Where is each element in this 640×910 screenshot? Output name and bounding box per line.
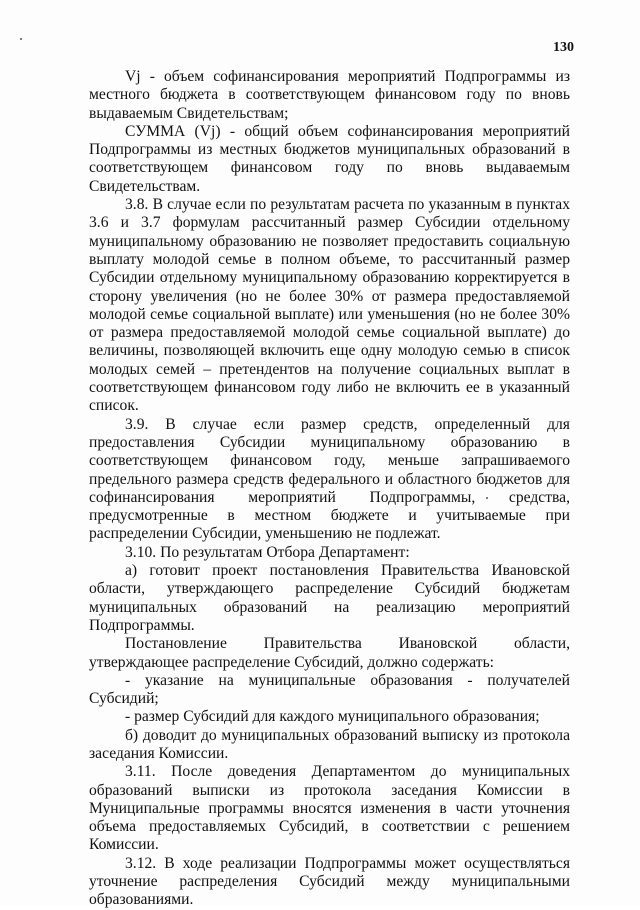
paragraph-vj-definition: Vj - объем софинансирования мероприятий Подпрограммы из местного бюджета в соответствующем финансовом году по вновь выдаваемым Свидетельствам; [89,68,570,122]
paragraph-resolution-content: Постановление Правительства Ивановской области, утверждающее распределение Субсидий, должно содержать: [89,635,570,671]
paragraph-summa-definition: СУММА (Vj) - общий объем софинансирования мероприятий Подпрограммы из местных бюджетов муниципальных образований в соответствующем финансовом году по вновь выдаваемым Свидетельствам. [89,122,570,195]
paragraph-3-12: 3.12. В ходе реализации Подпрограммы может осуществляться уточнение распределения Субсидий между муниципальными образованиями. [89,854,570,909]
paragraph-3-9: 3.9. В случае если размер средств, определенный для предоставления Субсидии муниципальному образованию в соответствующем финансовом году, меньше запрашиваемого предельного размера средств федерального и областного бюджетов для софинансирования мероприятий Подпрограммы, средства, предусмотренные в местном бюджете и учитываемые при распределении Субсидии, уменьшению не подлежат. [89,415,570,543]
scan-speck [20,38,22,40]
paragraph-3-11: 3.11. После доведения Департаментом до муниципальных образований выписки из протокола заседания Комиссии в Муниципальные программы вносятся изменения в части уточнения объема предоставляемых Субсидий, в соответствии с решением Комиссии. [89,763,570,854]
list-item-subsidy-size: - размер Субсидий для каждого муниципального образования; [125,708,540,726]
page-number: 130 [553,40,574,55]
paragraph-3-10-b: б) доводит до муниципальных образований выписку из протокола заседания Комиссии. [89,726,570,762]
paragraph-3-8: 3.8. В случае если по результатам расчета по указанным в пунктах 3.6 и 3.7 формулам рассчитанный размер Субсидии отдельному муниципальному образованию не позволяет предоставить социальную выплату молодой семье в полном объеме, то рассчитанный размер Субсидии отдельному муниципальному образованию корректируется в сторону увеличения (но не более 30% от размера предоставляемой молодой семье социальной выплате) или уменьшения (но не более 30% от размера предоставляемой молодой семье социальной выплате) до величины, позволяющей включить еще одну молодую семью в список молодых семей – претендентов на получение социальных выплат в соответствующем финансовом году либо не включить ее в указанный список. [89,196,570,415]
paragraph-3-10: 3.10. По результатам Отбора Департамент: [125,543,410,561]
document-body [89,68,570,910]
paragraph-3-10-a: а) готовит проект постановления Правительства Ивановской области, утверждающего распределение Субсидий бюджетам муниципальных образований на реализацию мероприятий Подпрограммы. [89,562,570,634]
list-item-recipients: - указание на муниципальные образования - получателей Субсидий; [89,671,570,708]
